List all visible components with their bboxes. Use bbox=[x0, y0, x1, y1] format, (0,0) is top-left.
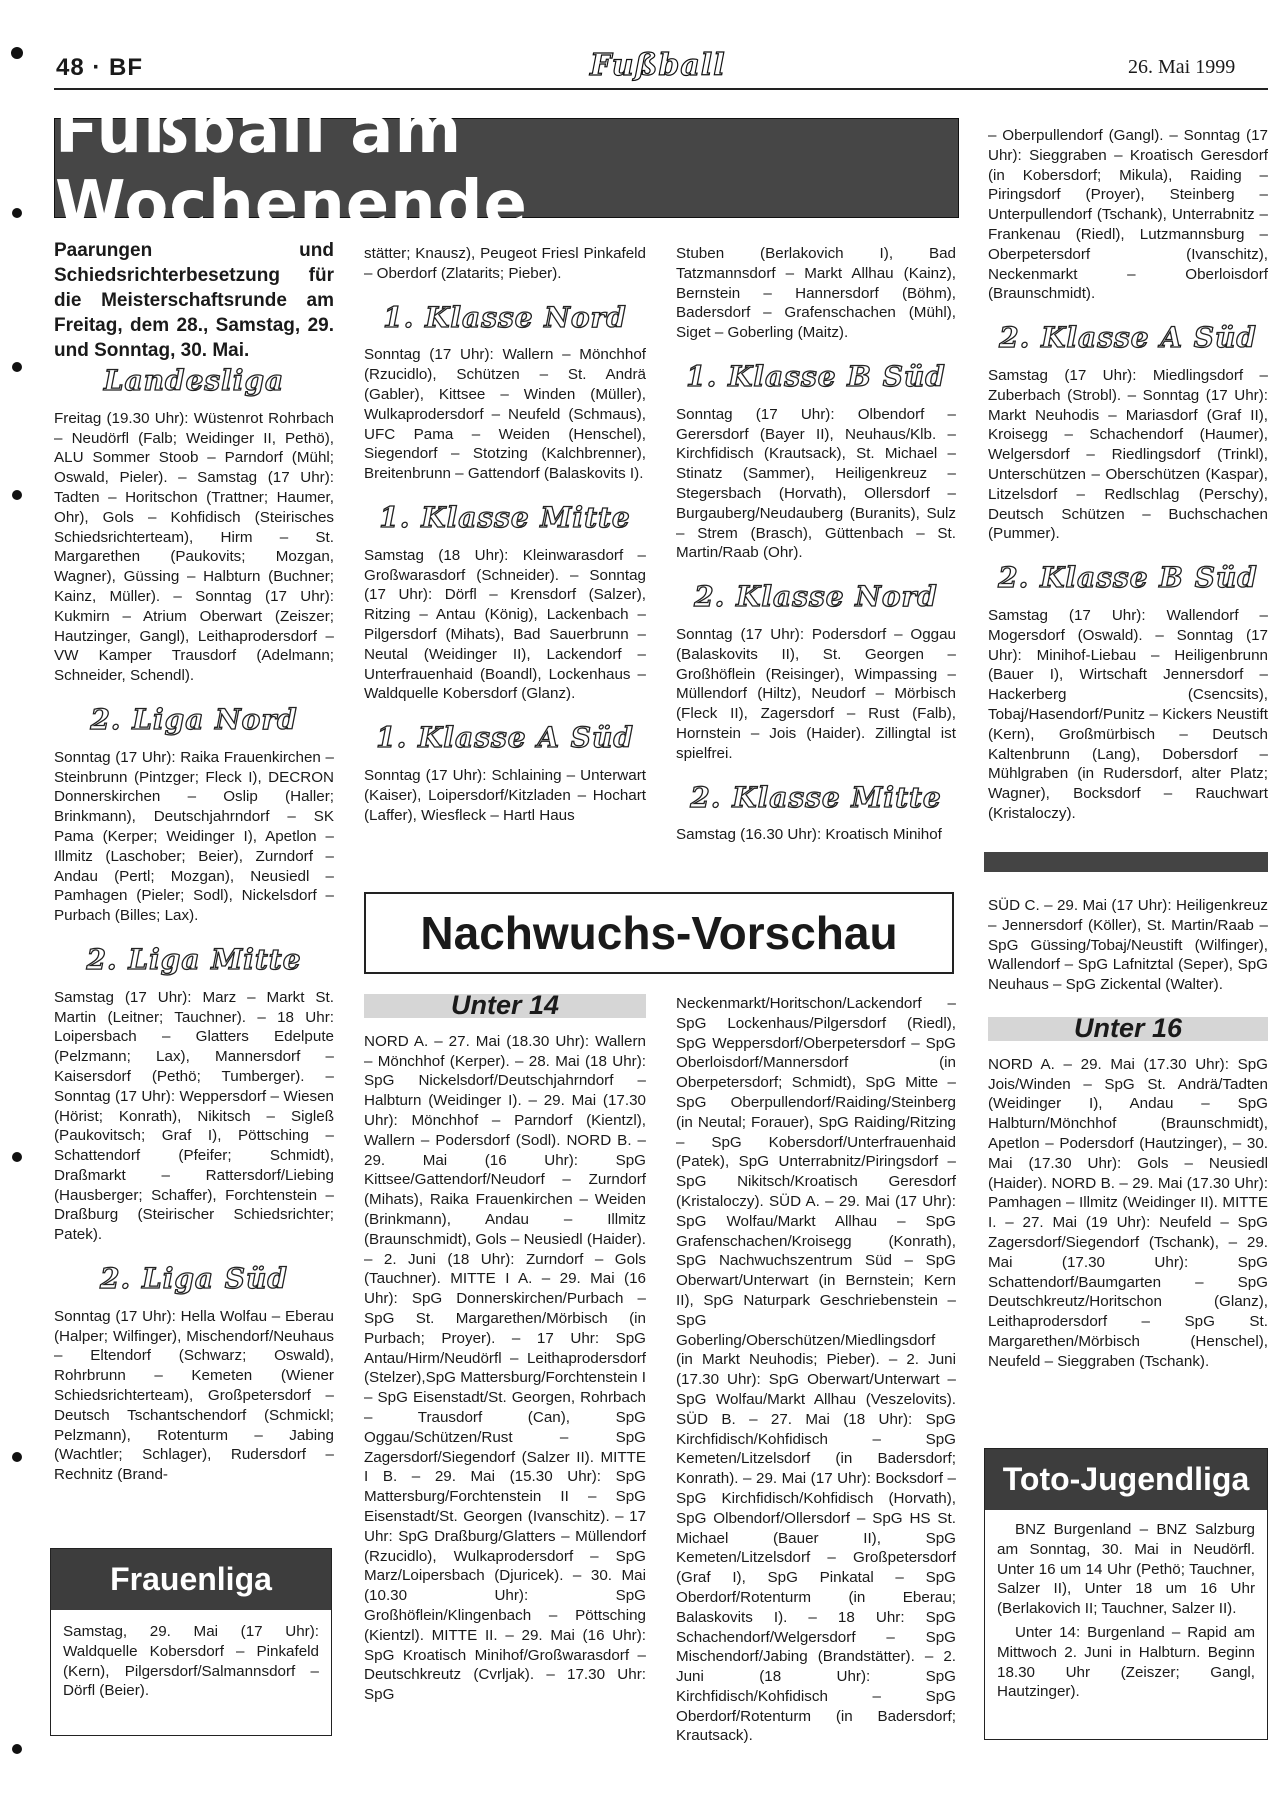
heading-2-liga-mitte: 2. Liga Mitte bbox=[86, 942, 302, 976]
article-continued: Stuben (Berlakovich I), Bad Tatzmannsdorf – Markt Allhau (Kainz), Bernstein – Hannersdorf (Böhm), Badersdorf – Grafenschachen (Mühl), Siget – Goberling (Maitz). bbox=[676, 245, 956, 342]
toto-title: Toto-Jugendliga bbox=[985, 1449, 1267, 1510]
toto-text-1: BNZ Burgenland – BNZ Salzburg am Sonntag, 30. Mai in Neudörfl. Unter 16 um 14 Uhr (Pethö; Tauchner, Salzer II), Unter 18 um 16 Uhr (Berlakovich II; Tauchner, Salzer II). bbox=[997, 1521, 1255, 1618]
toto-jugendliga-box bbox=[984, 1448, 1268, 1740]
toto-text-2: Unter 14: Burgenland – Rapid am Mittwoch 2. Juni in Halbturn. Beginn 18.30 Uhr (Zeiszer; Gangl, Hautzinger). bbox=[997, 1623, 1255, 1701]
article-2-liga-nord: Sonntag (17 Uhr): Raika Frauenkirchen – Steinbrunn (Pintzger; Fleck I), DECRON Donnerskirchen – Oslip (Haller; Brinkmann), Deutschjahrndorf – SK Pama (Kerper; Weidinger I), Apetlon – Illmitz (Laschober; Beier), Zurndorf – Andau (Pertl; Mozgan), Neusiedl – Pamhagen (Pieler; Sodl), Nickelsdorf – Purbach (Billes; Lax). bbox=[54, 748, 334, 925]
heading-landesliga: Landesliga bbox=[103, 364, 285, 397]
heading-1-klasse-mitte: 1. Klasse Mitte bbox=[379, 500, 631, 534]
headline-banner bbox=[54, 94, 959, 242]
nachwuchs-column-b bbox=[676, 994, 956, 1746]
column-3 bbox=[676, 244, 956, 845]
article-2-klasse-mitte: Samstag (16.30 Uhr): Kroatisch Minihof bbox=[676, 826, 942, 844]
registration-mark bbox=[10, 488, 24, 502]
page-number: 48 · BF bbox=[56, 54, 144, 81]
heading-unter-14: Unter 14 bbox=[364, 994, 646, 1018]
article-unter-14-a: NORD A. – 27. Mai (18.30 Uhr): Wallern – Mönchhof (Kerper). – 28. Mai (18 Uhr): SpG Nickelsdorf/Deutschjahrndorf – Halbturn (Weidinger I). – 29. Mai (17.30 Uhr): Mönchhof – Parndorf (Kientzl), Wallern – Podersdorf (Sodl). NORD B. – 29. Mai (16 Uhr): SpG Kittsee/Gattendorf/Neudorf – Zurndorf (Mihats), Raika Frauenkirchen – Weiden (Brinkmann), Andau – Illmitz (Braunschmidt), Gols – Neusiedl (Haider). – 2. Juni (18 Uhr): Zurndorf – Gols (Tauchner). MITTE I A. – 29. Mai (16 Uhr): SpG Donnerskirchen/Purbach – SpG St. Margarethen/Mörbisch (in Purbach; Proyer). – 17 Uhr: SpG Antau/Hirm/Neudörfl – Leithaprodersdorf (Stelzer),SpG Mattersburg/Forchtenstein I – SpG Eisenstadt/St. Georgen, Rohrbach – Trausdorf (Can), SpG Oggau/Schützen/Rust – SpG Zagersdorf/Siegendorf (Salzer II). MITTE I B. – 29. Mai (15.30 Uhr): SpG Mattersburg/Forchtenstein II – SpG Eisenstadt/St. Georgen (Ivanschitz). – 17 Uhr: SpG Draßburg/Glatters – Müllendorf (Rzucidlo), Wulkaprodersdorf – SpG Marz/Loipersbach (Djuricek). – 30. Mai (10.30 Uhr): SpG Großhöflein/Klingenbach – Pöttsching (Kientzl). MITTE II. – 29. Mai (16 Uhr): SpG Kroatisch Minihof/Großwarasdorf – Deutschkreutz (Cvrljak). – 17.30 Uhr: SpG bbox=[364, 1032, 646, 1704]
article-continued: stätter; Knausz), Peugeot Friesl Pinkafeld – Oberdorf (Zlatarits; Pieber). bbox=[364, 245, 646, 282]
article-1-klasse-a-sued: Sonntag (17 Uhr): Schlaining – Unterwart (Kaiser), Loipersdorf/Kitzladen – Hochart (Laffer), Wiesfleck – Hartl Haus bbox=[364, 766, 646, 824]
registration-mark bbox=[10, 1450, 24, 1464]
registration-mark bbox=[10, 360, 24, 374]
column-2 bbox=[364, 244, 646, 825]
section-divider bbox=[984, 852, 1268, 872]
heading-1-klasse-b-sued: 1. Klasse B Süd bbox=[686, 359, 946, 393]
article-1-klasse-b-sued: Sonntag (17 Uhr): Olbendorf – Gerersdorf (Bayer II), Neuhaus/Klb. – Kirchfidisch (Krautsack), St. Michael – Stinatz (Sammer), Heiligenkreuz – Stegersbach (Horvath), Ollersdorf – Burgauberg/Neudauberg (Buranits), Sulz – Strem (Brasch), Güttenbach – St. Martin/Raab (Ohr). bbox=[676, 405, 956, 562]
section-title: Fußball bbox=[590, 48, 726, 83]
article-2-liga-mitte: Samstag (17 Uhr): Marz – Markt St. Martin (Leitner; Tauchner). – 18 Uhr: Loipersbach – Glatters Edelpute (Pelzmann; Lax), Mannersdorf – Kaisersdorf (Pethö; Tumberger). – Sonntag (17 Uhr): Weppersdorf – Wiesen (Hörist; Konrath), Nikitsch – Sigleß (Paukovitsch; Graf I), Pöttsching – Schattendorf (Pfeifer; Schmidt), Draßmarkt – Rattersdorf/Liebing (Hausberger; Schaffer), Forchtenstein – Draßburg (Steirischer Schiedsrichter; Patek). bbox=[54, 988, 334, 1244]
article-2-klasse-a-sued: Samstag (17 Uhr): Miedlingsdorf – Zuberbach (Strobl). – Sonntag (17 Uhr): Markt Neuhodis – Mariasdorf (Graf II), Kroisegg – Schachendorf (Haumer), Welgersdorf – Riedlingsdorf (Trinkl), Unterschützen – Oberschützen (Kaspar), Litzelsdorf – Redlschlag (Perschy), Deutsch Schützen – Buchschachen (Pummer). bbox=[988, 366, 1268, 543]
issue-date: 26. Mai 1999 bbox=[1128, 56, 1236, 78]
column-1 bbox=[54, 238, 334, 1485]
registration-mark bbox=[10, 206, 24, 220]
heading-2-klasse-mitte: 2. Klasse Mitte bbox=[690, 780, 942, 814]
registration-mark bbox=[10, 46, 24, 60]
article-2-klasse-nord: Sonntag (17 Uhr): Podersdorf – Oggau (Balaskovits II), St. Georgen – Großhöflein (Reisinger), Wimpassing – Müllendorf (Hiltz), Neudorf – Mörbisch (Fleck II), Zagersdorf – Rust (Falb), Hornstein – Jois (Haider). Zillingtal ist spielfrei. bbox=[676, 625, 956, 762]
registration-mark bbox=[10, 1742, 24, 1756]
nachwuchs-title: Nachwuchs-Vorschau bbox=[364, 892, 954, 974]
headline: Fußball am Wochenende bbox=[55, 94, 528, 242]
heading-2-liga-nord: 2. Liga Nord bbox=[90, 702, 298, 736]
frauenliga-text: Samstag, 29. Mai (17 Uhr): Waldquelle Kobersdorf – Pinkafeld (Kern), Pilgersdorf/Salmannsdorf – Dörfl (Beier). bbox=[63, 1623, 319, 1700]
article-2-liga-sued: Sonntag (17 Uhr): Hella Wolfau – Eberau (Halper; Wilfinger), Mischendorf/Neuhaus – Eltendorf (Schwarz; Oswald), Rohrbrunn – Kemeten (Wiener Schiedsrichterteam), Großpetersdorf – Deutsch Tschantschendorf (Schmickl; Pelzmann), Rotenturm – Jabing (Wachtler; Schlager), Rudersdorf – Rechnitz (Brand- bbox=[54, 1307, 334, 1484]
article-unter-16: NORD A. – 29. Mai (17.30 Uhr): SpG Jois/Winden – SpG St. Andrä/Tadten (Weidinger I), Andau – SpG Halbturn/Mönchhof (Braunschmidt), Apetlon – Podersdorf (Hautzinger), – 30. Mai (17.30 Uhr): Gols – Neusiedl (Haider). NORD B. – 29. Mai (17.30 Uhr): Pamhagen – Illmitz (Weidinger II). MITTE I. – 27. Mai (19 Uhr): Neufeld – SpG Zagersdorf/Siegendorf (Tschank), – 29. Mai (17.30 Uhr): SpG Schattendorf/Baumgarten – SpG Deutschkreutz/Horitschon (Glanz), Leithaprodersdorf – SpG St. Margarethen/Mörbisch (Henschel), Neufeld – Sieggraben (Tschank). bbox=[988, 1055, 1268, 1370]
column-4-lower bbox=[988, 896, 1268, 1372]
heading-2-liga-sued: 2. Liga Süd bbox=[100, 1262, 288, 1296]
nachwuchs-column-a bbox=[364, 990, 646, 1705]
heading-unter-16: Unter 16 bbox=[988, 1017, 1268, 1041]
article-1-klasse-mitte: Samstag (18 Uhr): Kleinwarasdorf – Großwarasdorf (Schneider). – Sonntag (17 Uhr): Dörfl – Krensdorf (Salzer), Ritzing – Antau (König), Lackenbach – Pilgersdorf (Mihats), Bad Sauerbrunn – Neutal (Weidinger II), Lackendorf – Unterfrauenhaid (Boandl), Lockenhaus – Waldquelle Kobersdorf (Glanz). bbox=[364, 546, 646, 703]
article-continued: – Oberpullendorf (Gangl). – Sonntag (17 Uhr): Sieggraben – Kroatisch Geresdorf (in Kobersdorf; Mikula), Raiding – Piringsdorf (Proyer), Steinberg – Unterpullendorf (Tschank), Unterrabnitz – Frankenau (Riedl), Lutzmannsburg – Oberpetersdorf (Ivanschitz), Neckenmarkt – Oberloisdorf (Braunschmidt). bbox=[988, 127, 1268, 303]
heading-1-klasse-nord: 1. Klasse Nord bbox=[383, 300, 627, 334]
frauenliga-box bbox=[50, 1548, 332, 1736]
registration-mark bbox=[10, 1150, 24, 1164]
column-4 bbox=[988, 126, 1268, 824]
heading-1-klasse-a-sued: 1. Klasse A Süd bbox=[376, 721, 634, 755]
article-landesliga: Freitag (19.30 Uhr): Wüstenrot Rohrbach – Neudörfl (Falb; Weidinger II, Pethö), ALU Sommer Stoob – Parndorf (Mühl; Oswald, Pieler). – Samstag (17 Uhr): Tadten – Horitschon (Trattner; Haumer, Ohr), Gols – Kohfidisch (Steirisches Schiedsrichterteam), Hirm – St. Margarethen (Paukovits; Mozgan, Wagner), Güssing – Halbturn (Buchner; Kainz, Müller). – Sonntag (17 Uhr): Kukmirn – Atrium Oberwart (Zeiszer; Hautzinger, Gangl), Leithaprodersdorf – VW Kamper Trausdorf (Adelmann; Schneider, Schendl). bbox=[54, 409, 334, 685]
heading-2-klasse-nord: 2. Klasse Nord bbox=[694, 580, 938, 614]
intro-text: Paarungen und Schiedsrichterbesetzung für die Meisterschaftsrunde am Freitag, dem 28., Samstag, 29. und Sonntag, 30. Mai. bbox=[54, 240, 334, 361]
article-unter-14-b: Neckenmarkt/Horitschon/Lackendorf – SpG Lockenhaus/Pilgersdorf (Riedl), SpG Weppersdorf/Oberpetersdorf – SpG Oberloisdorf/Mannersdorf (in Oberpetersdorf; Schmidt), SpG Mitte – SpG Oberpullendorf/Raiding/Steinberg (in Neutal; Forauer), SpG Raiding/Ritzing – SpG Kobersdorf/Unterfrauenhaid (Patek), SpG Unterrabnitz/Piringsdorf – SpG Nikitsch/Kroatisch Geresdorf (Kristaloczy). SÜD A. – 29. Mai (17 Uhr): SpG Wolfau/Markt Allhau – SpG Grafenschachen/Kroisegg (Konrath), SpG Nachwuchszentrum Süd – SpG Oberwart/Unterwart (in Bernstein; Kern II), SpG Naturpark Geschriebenstein – SpG Goberling/Oberschützen/Miedlingsdorf (in Markt Neuhodis; Pieber). – 2. Juni (17.30 Uhr): SpG Oberwart/Unterwart – SpG Wolfau/Markt Allhau (Veszelovits). SÜD B. – 27. Mai (18 Uhr): SpG Kirchfidisch/Kohfidisch – SpG Kemeten/Litzelsdorf (in Badersdorf; Konrath). – 29. Mai (17 Uhr): Bocksdorf – SpG Kirchfidisch/Kohfidisch (Horvath), SpG Olbendorf/Ollersdorf – SpG HS St. Michael (Bauer II), SpG Kemeten/Litzelsdorf – Großpetersdorf (Graf I), SpG Pinkatal – SpG Oberdorf/Rotenturm (in Eberau; Balaskovits I). – 18 Uhr: SpG Schachendorf/Welgersdorf – SpG Mischendorf/Jabing (Brandstätter). – 2. Juni (18 Uhr): SpG Kirchfidisch/Kohfidisch – SpG Oberdorf/Rotenturm (in Badersdorf; Krautsack). bbox=[676, 995, 956, 1745]
header-rule bbox=[54, 88, 1268, 90]
heading-2-klasse-b-sued: 2. Klasse B Süd bbox=[998, 561, 1258, 595]
frauenliga-title: Frauenliga bbox=[51, 1549, 331, 1610]
article-2-klasse-b-sued: Samstag (17 Uhr): Wallendorf – Mogersdorf (Oswald). – Sonntag (17 Uhr): Minihof-Liebau – Heiligenbrunn (Bauer I), Wirtschaft Jennersdorf – Hackerberg (Csencsits), Tobaj/Hasendorf/Punitz – Kickers Neustift (Kern), Großmürbisch – Deutsch Kaltenbrunn (Lang), Dobersdorf – Mühlgraben (in Rudersdorf, alter Platz; Wagner), Bocksdorf – Rauchwart (Kristaloczy). bbox=[988, 606, 1268, 822]
article-sued-c: SÜD C. – 29. Mai (17 Uhr): Heiligenkreuz – Jennersdorf (Köller), St. Martin/Raab – SpG Güssing/Tobaj/Neustift (Wilfinger), Wallendorf – SpG Lafnitztal (Seper), SpG Neuhaus – SpG Zickental (Walter). bbox=[988, 897, 1268, 994]
article-1-klasse-nord: Sonntag (17 Uhr): Wallern – Mönchhof (Rzucidlo), Schützen – St. Andrä (Gabler), Kittsee – Winden (Müller), Wulkaprodersdorf – Neufeld (Schmaus), UFC Pama – Weiden (Henschel), Siegendorf – Stotzing (Kalchbrenner), Breitenbrunn – Gattendorf (Balaskovits I). bbox=[364, 346, 646, 483]
heading-2-klasse-a-sued: 2. Klasse A Süd bbox=[999, 321, 1257, 355]
